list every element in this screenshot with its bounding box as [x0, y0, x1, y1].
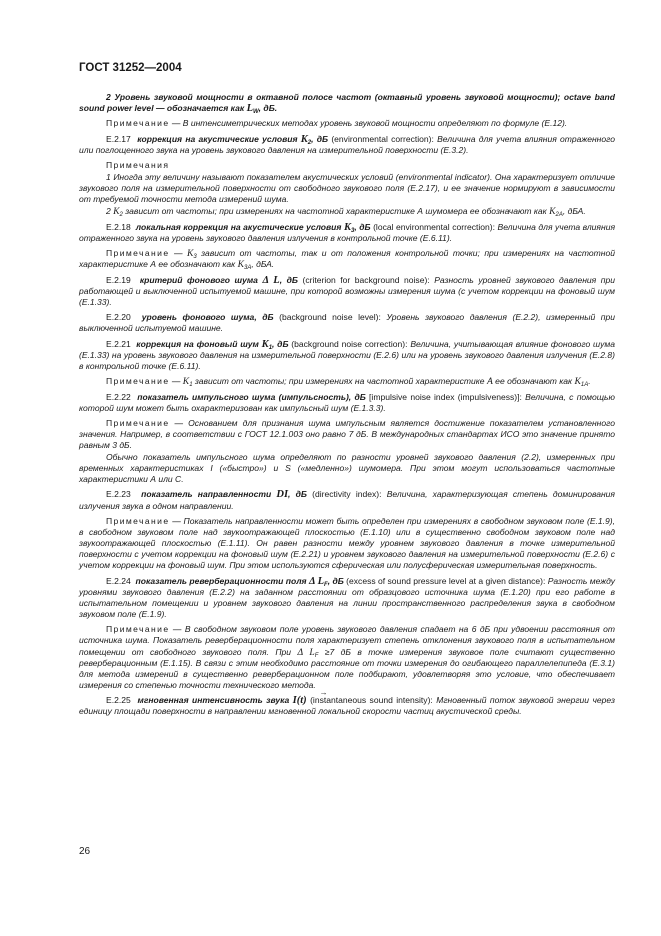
term-e220: Е.2.20 уровень фонового шума, дБ (background noise level): Уровень звукового давления (Е.2.2), измеренный при выключенной испытуемой машине. [79, 312, 615, 334]
para-e222: Обычно показатель импульсного шума определяют по разности уровней звукового давления (2.2), измеренных при временных характеристиках I («быстро») и S («медленно») шумомера. При этом могут использоваться частотные характеристики А или С. [79, 451, 615, 485]
notes-e217-item-1: 1 Иногда эту величину называют показателем акустических условий (environmental indicator). Она характеризует отличие звукового поля на измерительной поверхности от свободного звукового поля (Е.2.17), и ее значение нормируют в зависимости от требуемой точности метода измерений шума. [79, 171, 615, 205]
term-e224: Е.2.24 показатель реверберационности поля Δ $L_F$, дБ (excess of sound pressure level at a given distance): Разность между уровнями звукового давления (Е.2.2) на заданном расстоянии от образцового источника шума (Е.1.20) при его работе в испытательном помещении и уровнем звукового давления на линии пространственного распределения звука в свободном звуковом поле (Е.1.9). [79, 575, 616, 619]
note-e222: Примечание — Основанием для признания шума импульсным является достижение показателем установленного значения. Например, в соответствии с ГОСТ 12.1.003 оно равно 7 дБ. В международных стандартах ИСО это значение принято равным 3 дБ. [79, 418, 615, 451]
vector-i-symbol: I → [292, 688, 328, 707]
note-e223: Примечание — Показатель направленности может быть определен при измерениях в свободном звуковом поле (Е.1.9), в свободном звуковом поле над звукоотражающей плоскостью (Е.1.10) или в существенно свободном звуковом поле над звукоотражающей плоскостью (Е.1.11). Он равен разности между уровнем звукового давления в точке измерительной поверхности с учетом коррекции на фоновый шум (Е.2.21) и уровнем звукового давления на измерительной поверхности (Е.2.6) с учетом коррекции на фоновый шум. При этом используются сферическая или полусферическая измерительная поверхность. [79, 515, 615, 571]
definition-2: 2 Уровень звуковой мощности в октавной полосе частот (октавный уровень звуковой мощности); octave band sound power level — обозначается как $L_W$, дБ. [79, 92, 615, 116]
term-e219: Е.2.19 критерий фонового шума Δ L, дБ (criterion for background noise): Разность уровней звукового давления при работающей и выключенной испытуемой машине, при которой возможны измерения шума (с учетом коррекции на фоновый шум (Е.1.33). [79, 274, 616, 307]
notes-e217-item-2: 2 $K_2$ зависит от частоты; при измерениях на частотной характеристике А шумомера ее обозначают как $K_{2A}$, дБА. [106, 206, 586, 219]
note-e224: Примечание — В свободном звуковом поле уровень звукового давления спадает на 6 дБ при удвоении расстояния от источника шума. Показатель реверберационности поля характеризует степень отклонения звукового поля в испытательном помещении от свободного звукового поля. При Δ $L_F \ge 7$ дБ в точке измерения звуковое поле считают существенно реверберационным (Е.1.15). В связи с этим необходимо расстояние от точки измерения до огибающего параллелепипеда (Е.3.1) для метода измерений в существенно реверберационном поле подбирают, удовлетворяя это условие, что обеспечивает измерения со степенью точности технического метода. [79, 624, 615, 690]
document-body [79, 92, 615, 722]
note-e218: Примечание — $K_3$ зависит от частоты, так и от положения контрольной точки; при измерениях на частотной характеристике А ее обозначают как $K_{3A}$, дБА. [79, 248, 615, 272]
standard-header: ГОСТ 31252—2004 [79, 62, 182, 74]
term-e223: Е.2.23 показатель направленности DI, дБ (directivity index): Величина, характеризующая степень доминирования излучения звука в одном направлении. [79, 489, 615, 511]
term-e218: Е.2.18 локальная коррекция на акустические условия $K_3$, дБ (local environmental correction): Величина для учета влияния отраженного звука на уровень звукового давления излучения в контрольной точке (Е.6.11). [79, 221, 616, 243]
note-e221: Примечание — $K_1$ зависит от частоты; при измерениях на частотной характеристике A ее обозначают как $K_{1A}$. [106, 376, 591, 389]
term-e217: Е.2.17 коррекция на акустические условия $K_2$, дБ (environmental correction): Величина для учета влияния отраженного или поглощенного звука на уровень звукового давления на измерительной поверхности (Е.3.2). [79, 133, 616, 155]
term-e225: Е.2.25 мгновенная интенсивность звука I → (t) (instantaneous sound intensity): Мгновенный поток звуковой энергии через единицу площади поверхности в направлении мгновенной локальной скорости частиц акустической среды. [79, 688, 616, 717]
term-e222: Е.2.22 показатель импульсного шума (импульсность), дБ [impulsive noise index (impulsiveness)]: Величина, с помощью которой шум может быть охарактеризован как импульсный шум (Е.1.3.3). [79, 391, 615, 413]
note-intensity: Примечание — В интенсиметрических методах уровень звуковой мощности определяют по формуле (Е.12). [106, 118, 568, 129]
vector-arrow-icon: → [319, 688, 328, 698]
term-e221: Е.2.21 коррекция на фоновый шум $K_1$, дБ (background noise correction): Величина, учитывающая влияние фонового шума (Е.1.33) на уровень звукового давления на измерительной поверхности (Е.2.6) или на уровень звукового давления излучения (Е.2.8) в контрольной точке (Е.6.11). [79, 338, 616, 371]
page-number: 26 [79, 846, 91, 857]
notes-e217-heading: Примечания [106, 160, 170, 171]
